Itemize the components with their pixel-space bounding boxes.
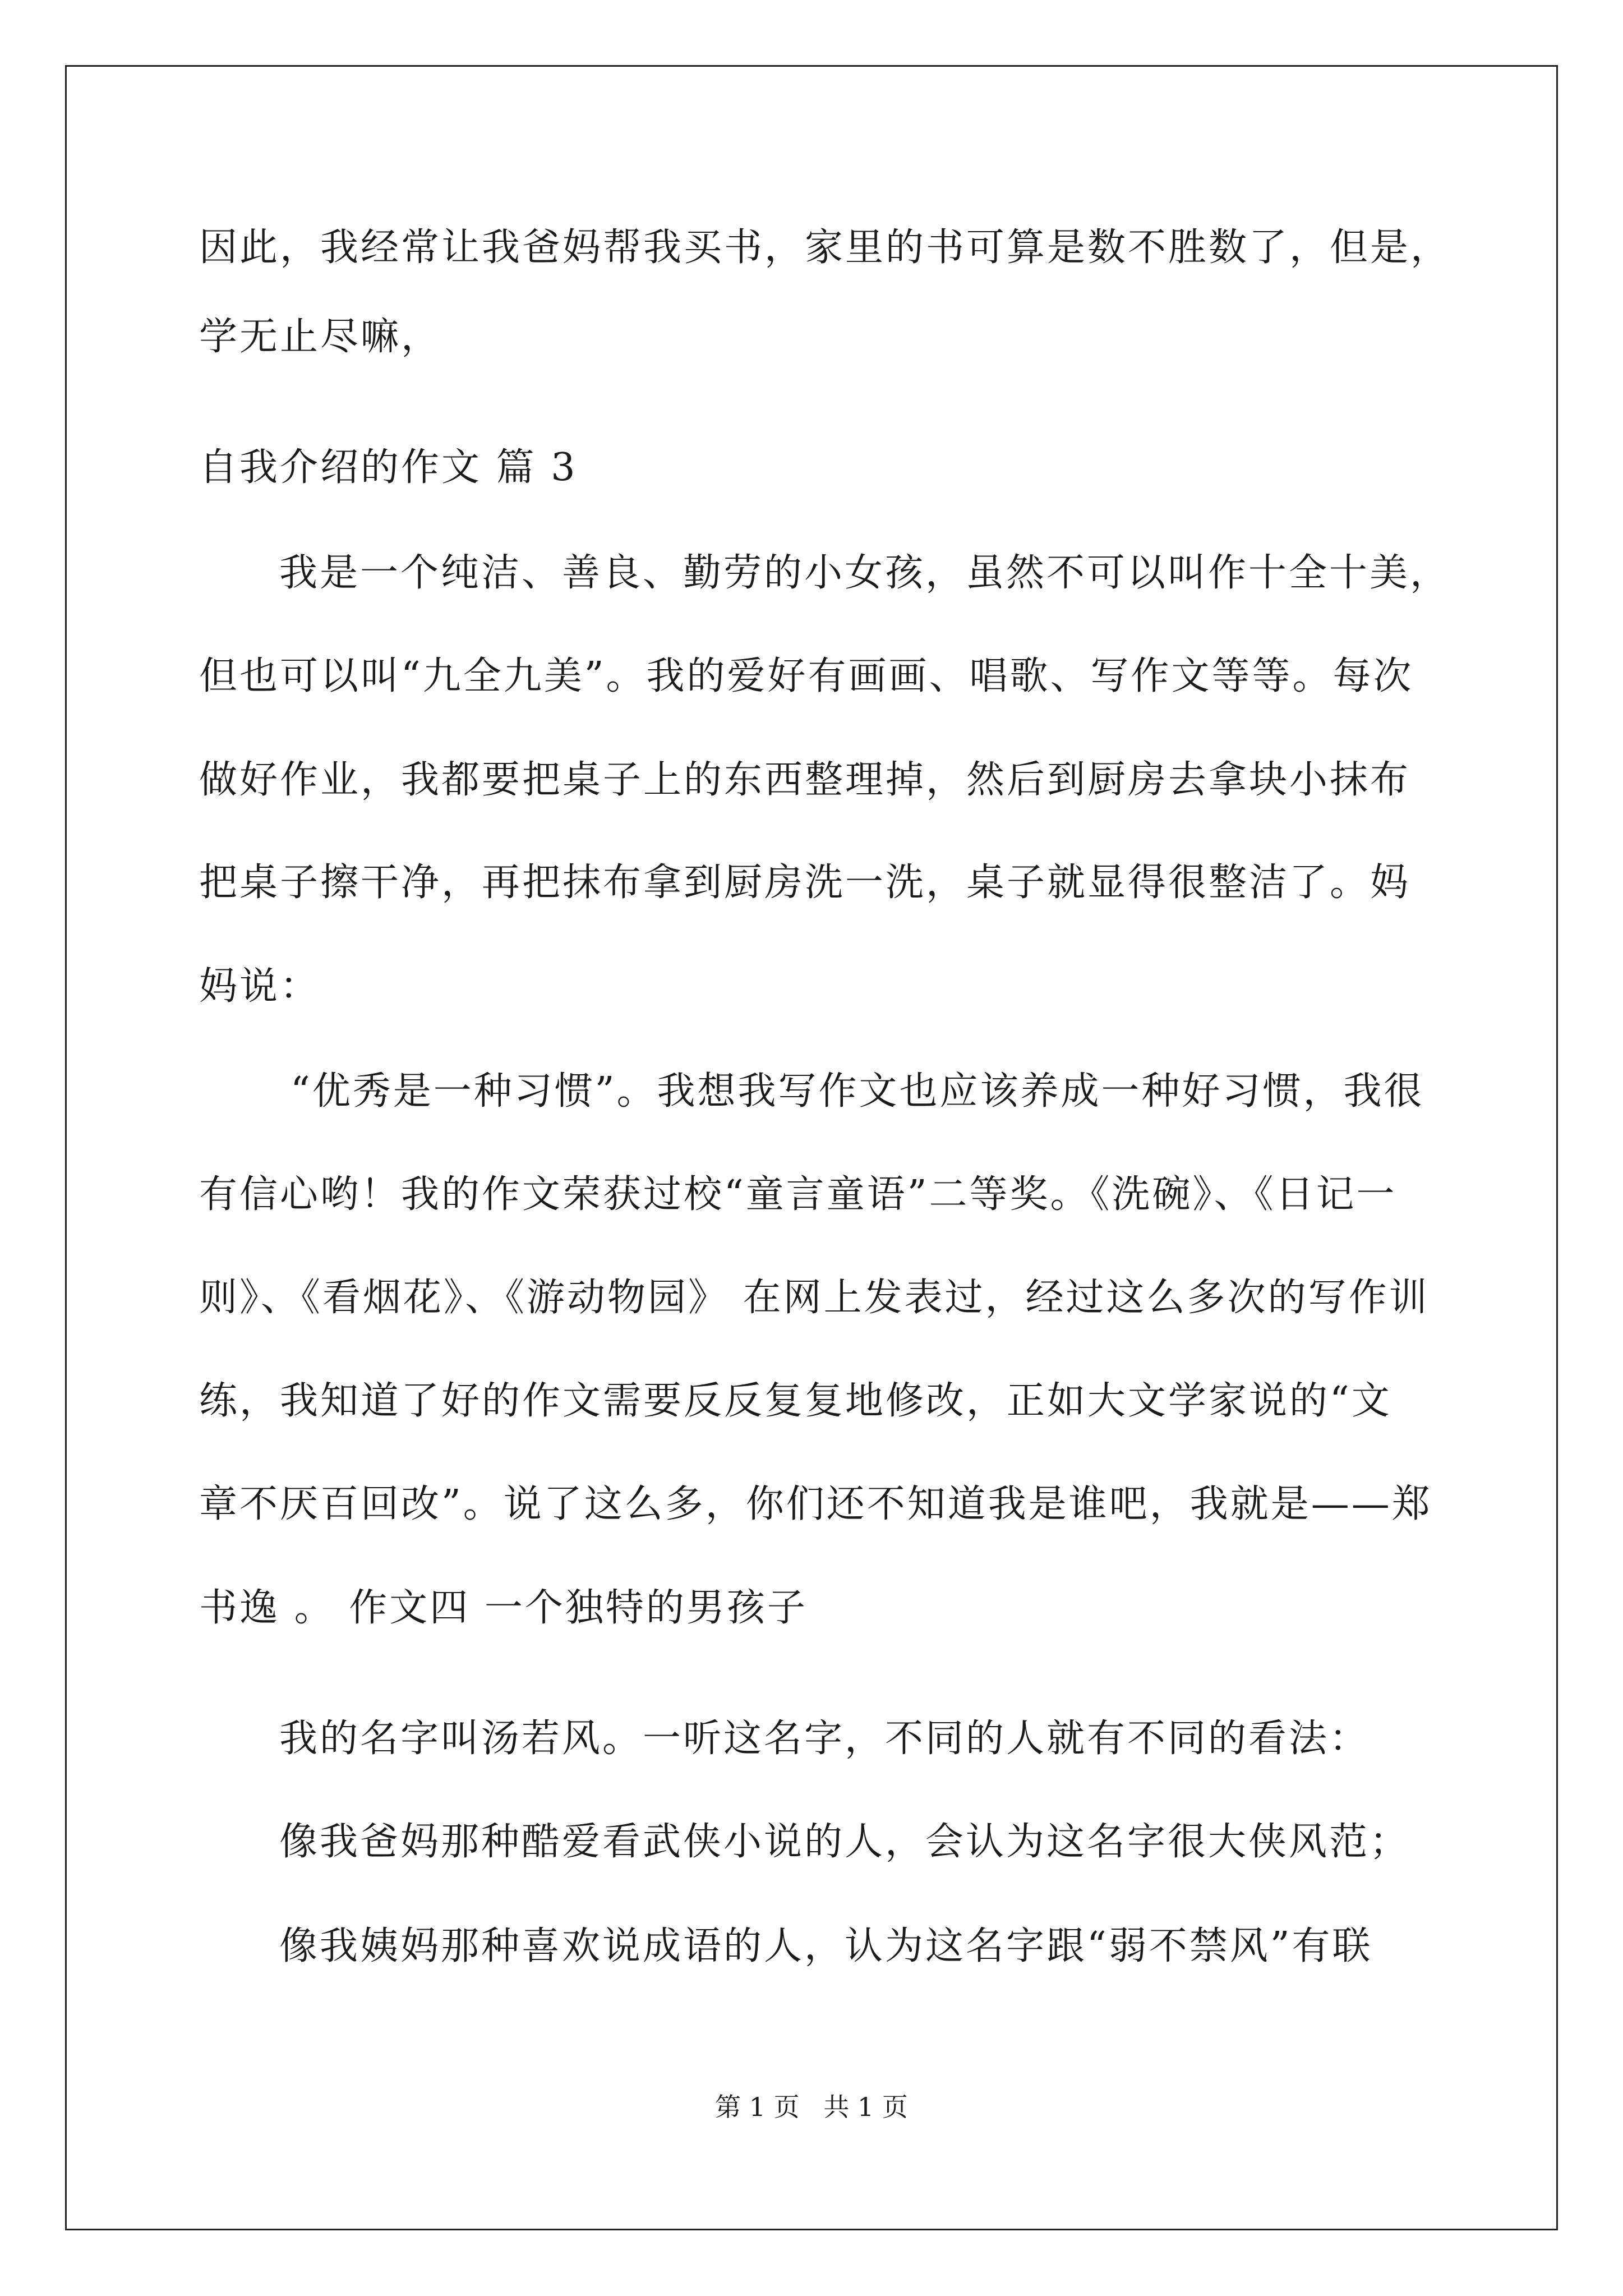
paragraph-line: 我是一个纯洁、善良、勤劳的小女孩，虽然不可以叫作十全十美，	[279, 551, 1451, 595]
paragraph-line: 练，我知道了好的作文需要反反复复地修改，正如大文学家说的“文	[199, 1379, 1392, 1423]
paragraph-line: 章不厌百回改”。说了这么多，你们还不知道我是谁吧，我就是——郑	[199, 1482, 1432, 1526]
paragraph-line: 妈说：	[199, 964, 321, 1009]
paragraph-line: 做好作业，我都要把桌子上的东西整理掉，然后到厨房去拿块小抹布	[199, 758, 1411, 802]
paragraph-line: “优秀是一种习惯”。我想我写作文也应该养成一种好习惯，我很	[291, 1069, 1424, 1114]
paragraph-line: 我的名字叫汤若风。一听这名字，不同的人就有不同的看法：	[279, 1717, 1370, 1761]
paragraph-line: 有信心哟！我的作文荣获过校“童言童语”二等奖。《洗碗》、《日记一	[199, 1172, 1397, 1217]
paragraph-line: 学无止尽嘛，	[199, 315, 442, 359]
paragraph-line: 书逸 。 作文四 一个独特的男孩子	[199, 1586, 808, 1630]
paragraph-line: 像我姨妈那种喜欢说成语的人，认为这名字跟“弱不禁风”有联	[279, 1924, 1373, 1968]
paragraph-line: 像我爸妈那种酷爱看武侠小说的人，会认为这名字很大侠风范；	[279, 1820, 1410, 1864]
paragraph-line: 因此，我经常让我爸妈帮我买书，家里的书可算是数不胜数了，但是，	[199, 226, 1451, 270]
page-total: 共 1 页	[823, 2092, 908, 2122]
paragraph-line: 则》、《看烟花》、《游动物园》 在网上发表过，经过这么多次的写作训	[199, 1276, 1430, 1320]
page-footer	[0, 2091, 1623, 2123]
page-number: 第 1 页	[715, 2092, 800, 2122]
section-heading: 自我介绍的作文 篇 3	[199, 445, 578, 490]
paragraph-line: 把桌子擦干净，再把抹布拿到厨房洗一洗，桌子就显得很整洁了。妈	[199, 861, 1411, 905]
page-border	[65, 65, 1558, 2230]
paragraph-line: 但也可以叫“九全九美”。我的爱好有画画、唱歌、写作文等等。每次	[199, 654, 1414, 698]
